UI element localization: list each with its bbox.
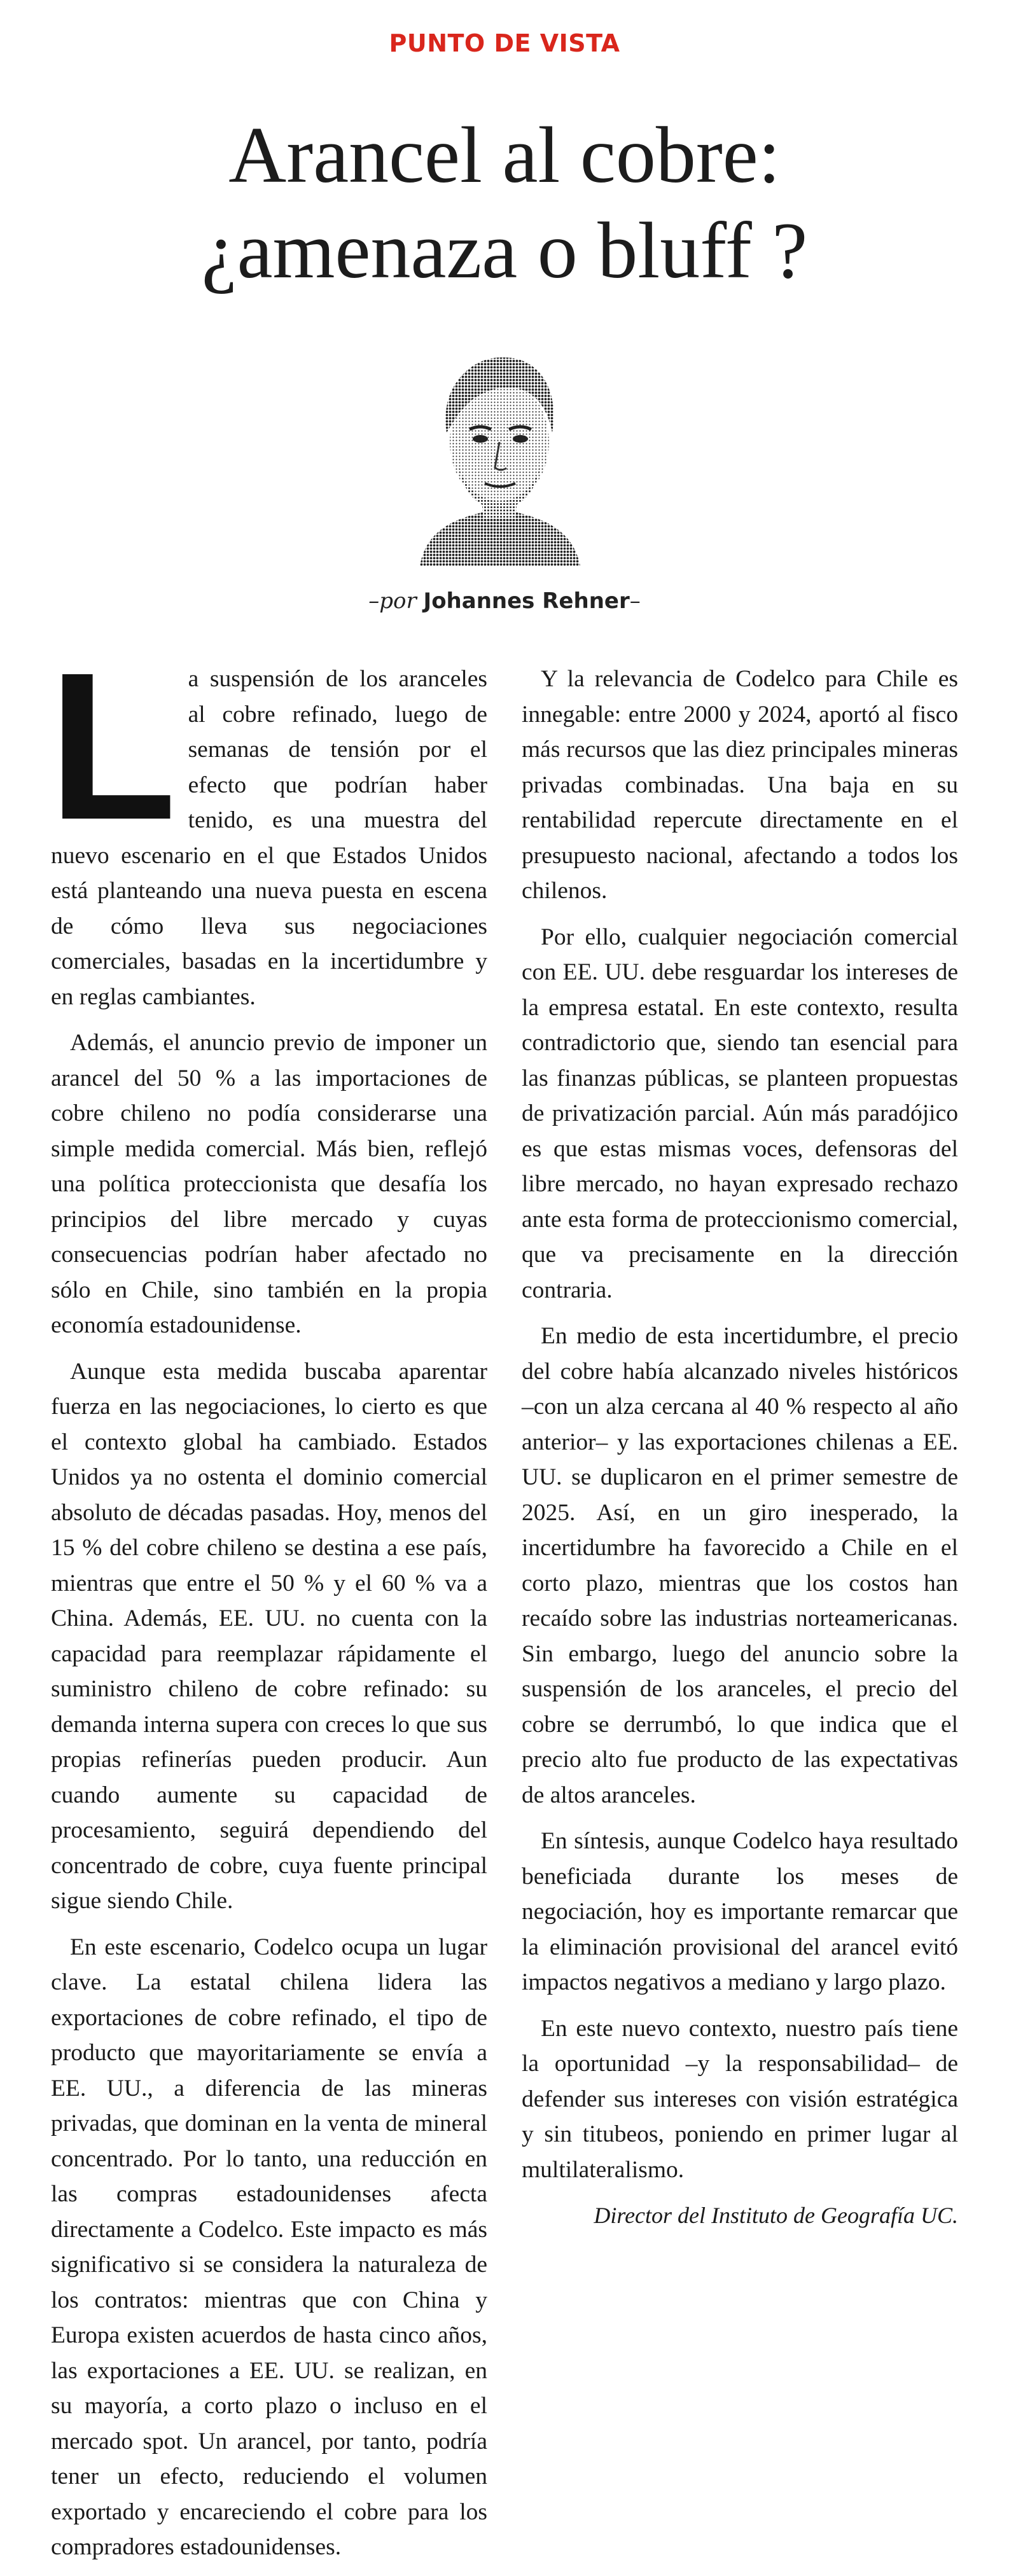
article-paragraph: En este nuevo contexto, nuestro país tiene la oportunidad –y la responsabilidad– de defender sus intereses con visión estratégica y sin titubeos, poniendo en primer lugar al multilateralismo. bbox=[522, 2015, 958, 2183]
paragraph-text: a suspensión de los aranceles al cobre refinado, luego de semanas de tensión por el efecto que podrían haber tenido, es una muestra del nuevo escenario en el que Estados Unidos está planteando una nueva puesta en escena de cómo lleva sus negociaciones comerciales, basadas en la incertidumbre y en reglas cambiantes. bbox=[51, 666, 487, 1010]
author-signature: Director del Instituto de Geografía UC. bbox=[594, 2203, 958, 2228]
headline-line-1: Arancel al cobre: bbox=[228, 111, 781, 200]
article-body bbox=[48, 628, 958, 2576]
section-label: PUNTO DE VISTA bbox=[389, 29, 620, 57]
drop-cap: L bbox=[48, 628, 177, 863]
article-paragraph: Y la relevancia de Codelco para Chile es innegable: entre 2000 y 2024, aportó al fisco más recursos que las diez principales mineras privadas combinadas. Una baja en su rentabilidad repercute directamente en el presupuesto nacional, afectando a todos los chilenos. bbox=[522, 666, 958, 904]
byline bbox=[0, 588, 1009, 614]
headline-line-2: ¿amenaza o bluff ? bbox=[201, 207, 808, 295]
headline bbox=[0, 108, 1009, 299]
article-paragraph: Por ello, cualquier negociación comercial con EE. UU. debe resguardar los intereses de la empresa estatal. En este contexto, resulta contradictorio que, siendo tan esencial para las finanzas públicas, se planteen propuestas de privatización parcial. Aún más paradójico es que estas mismas voces, defensoras del libre mercado, no hayan expresado rechazo ante esta forma de proteccionismo comercial, que va precisamente en la dirección contraria. bbox=[522, 924, 958, 1303]
article-paragraph: En síntesis, aunque Codelco haya resultado beneficiada durante los meses de negociación, hoy es importante remarcar que la eliminación provisional del arancel evitó impactos negativos a mediano y largo plazo. bbox=[522, 1828, 958, 1995]
byline-author: Johannes Rehner bbox=[423, 588, 630, 614]
article-paragraph: Además, el anuncio previo de imponer un arancel del 50 % a las importaciones de cobre chileno no podía considerarse una simple medida comercial. Más bien, reflejó una política proteccionista que desafía los principios del libre mercado y cuyas consecuencias podrían haber afectado no sólo en Chile, sino también en la propia economía estadounidense. bbox=[51, 1030, 487, 1338]
article-paragraph: Aunque esta medida buscaba aparentar fuerza en las negociaciones, lo cierto es que el contexto global ha cambiado. Estados Unidos ya no ostenta el dominio comercial absoluto de décadas pasadas. Hoy, menos del 15 % del cobre chileno se destina a ese país, mientras que entre el 50 % y el 60 % va a China. Además, EE. UU. no cuenta con la capacidad para reemplazar rápidamente el suministro chileno de cobre refinado: su demanda interna supera con creces lo que sus propias refinerías pueden producir. Aun cuando aumente su capacidad de procesamiento, seguirá dependiendo del concentrado de cobre, cuya fuente principal sigue siendo Chile. bbox=[51, 1358, 487, 1914]
article-paragraph bbox=[48, 628, 487, 1014]
article-column-1 bbox=[48, 628, 487, 2576]
byline-suffix: – bbox=[629, 588, 641, 614]
author-portrait bbox=[414, 337, 585, 566]
byline-prefix: –por bbox=[368, 588, 424, 614]
article-paragraph: En este escenario, Codelco ocupa un lugar clave. La estatal chilena lidera las exportaciones de cobre refinado, el tipo de producto que mayoritariamente se envía a EE. UU., a diferencia de las mineras privadas, que dominan en la venta de mineral concentrado. Por lo tanto, una reducción en las compras estadounidenses afecta directamente a Codelco. Este impacto es más significativo si se considera la naturaleza de los contratos: mientras que con China y Europa existen acuerdos de hasta cinco años, las exportaciones a EE. UU. se realizan, en su mayoría, a corto plazo o incluso en el mercado spot. Un arancel, por tanto, podría tener un efecto, reduciendo el volumen exportado y encareciendo el cobre para los compradores estadounidenses. bbox=[51, 1934, 487, 2560]
article-paragraph: En medio de esta incertidumbre, el precio del cobre había alcanzado niveles históricos –con un alza cercana al 40 % respecto al año anterior– y las exportaciones chilenas a EE. UU. se duplicaron en el primer semestre de 2025. Así, en un giro inesperado, la incertidumbre ha favorecido a Chile en el corto plazo, mientras que los costos han recaído sobre las industrias norteamericanas. Sin embargo, luego del anuncio sobre la suspensión de los aranceles, el precio del cobre se derrumbó, lo que indica que el precio alto fue producto de las expectativas de altos aranceles. bbox=[522, 1323, 958, 1808]
article-column-2 bbox=[522, 661, 958, 2576]
